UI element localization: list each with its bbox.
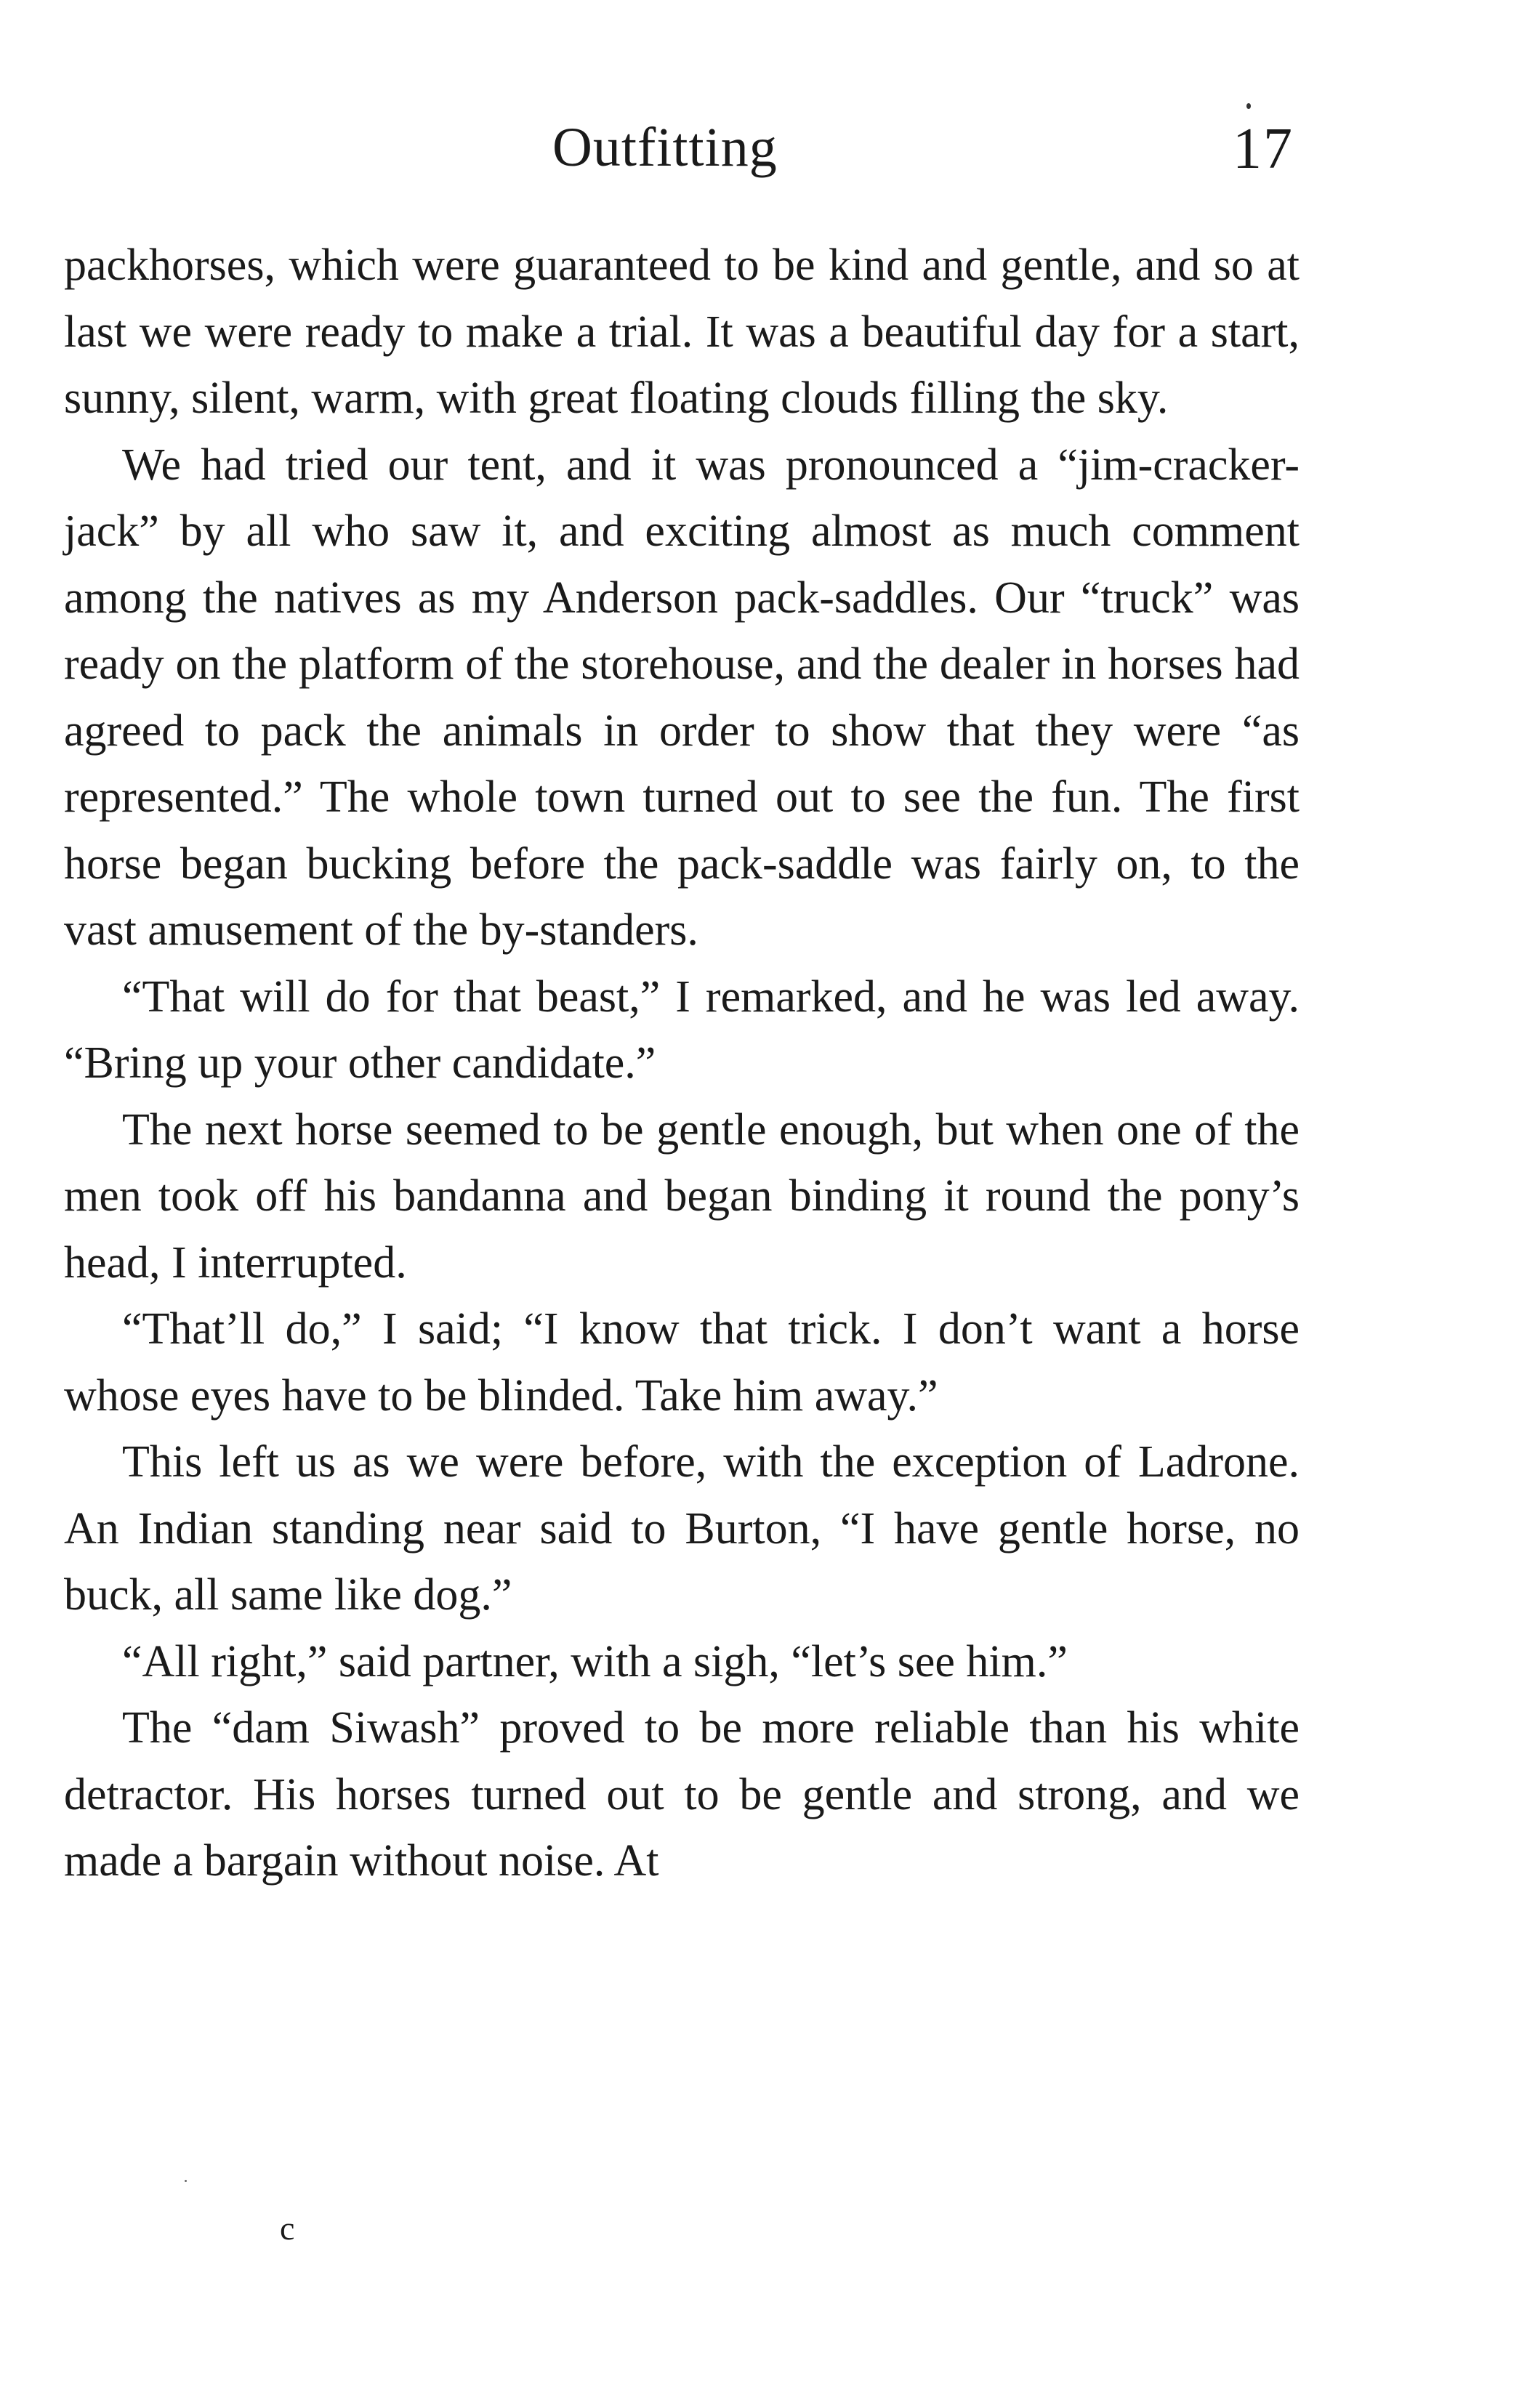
paragraph-4: The next horse seemed to be gentle enough, but when one of the men took off his bandanna and began binding it round the pony’s head, I interrupted. xyxy=(64,1104,1300,1288)
ink-speck xyxy=(1246,103,1251,109)
ink-speck xyxy=(185,2180,187,2182)
paragraph-5: “That’ll do,” I said; “I know that trick. I don’t want a horse whose eyes have to be blinded. Take him away.” xyxy=(64,1304,1300,1421)
page-number: 17 xyxy=(1233,117,1294,181)
running-title: Outfitting xyxy=(552,117,778,178)
paragraph-3: “That will do for that beast,” I remarked, and he was led away. “Bring up your other candidate.” xyxy=(64,971,1300,1088)
paragraph-2: We had tried our tent, and it was pronounced a “jim-cracker-jack” by all who saw it, and exciting almost as much comment among the natives as my Anderson pack-saddles. Our “truck” was ready on the platform of the storehouse, and the dealer in horses had agreed to pack the animals in order to show that they were “as represented.” The whole town turned out to see the fun. The first horse began bucking before the pack-saddle was fairly on, to the vast amusement of the by-standers. xyxy=(64,440,1300,955)
paragraph-6: This left us as we were before, with the exception of Ladrone. An Indian standing near said to Burton, “I have gentle horse, no buck, all same like dog.” xyxy=(64,1437,1300,1620)
body-text xyxy=(64,233,1300,1895)
signature-mark: c xyxy=(280,2210,295,2247)
paragraph-8: The “dam Siwash” proved to be more reliable than his white detractor. His horses turned out to be gentle and strong, and we made a bargain without noise. At xyxy=(64,1703,1300,1886)
paragraph-7: “All right,” said partner, with a sigh, “let’s see him.” xyxy=(122,1636,1068,1686)
paragraph-1: packhorses, which were guaranteed to be kind and gentle, and so at last we were ready to make a trial. It was a beautiful day for a start, sunny, silent, warm, with great floating clouds filling the sky. xyxy=(64,241,1300,423)
running-head xyxy=(58,116,1294,196)
